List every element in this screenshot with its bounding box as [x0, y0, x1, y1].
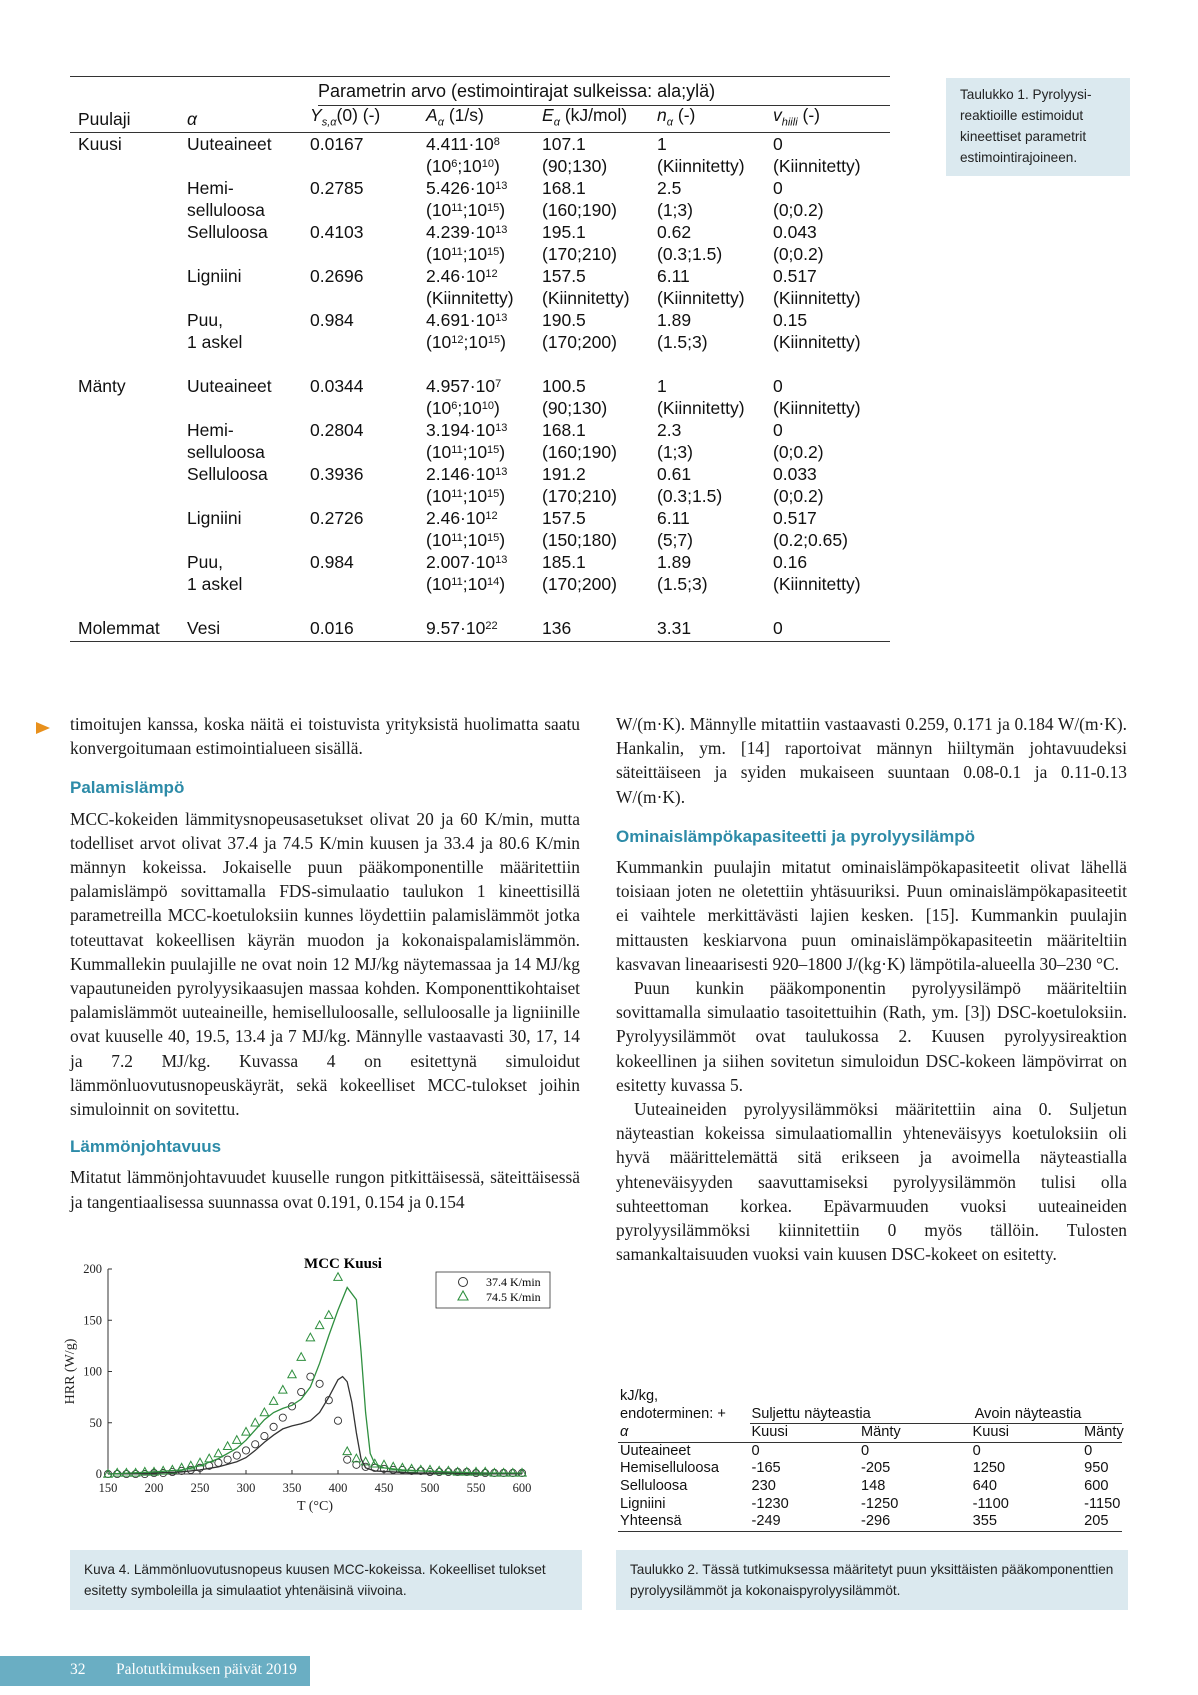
cell-a-bounds: $(10^{11};10^{15})$: [426, 530, 506, 550]
cell-v: 0.16: [773, 552, 808, 572]
cell-a: $4.691\cdot 10^{13}$: [426, 310, 508, 330]
cell-species: Kuusi: [78, 134, 122, 154]
cell-alpha-cont: selluloosa: [187, 200, 265, 220]
data-point-triangle: [352, 1454, 360, 1462]
cell-a: $2.46\cdot 10^{12}$: [426, 508, 498, 528]
cell-y: 0.2785: [310, 178, 364, 198]
y-tick-label: 100: [83, 1364, 102, 1379]
t2-kuusi-closed: Kuusi: [751, 1424, 788, 1441]
cell-v: 0: [773, 618, 783, 638]
cell-empty: [70, 397, 187, 419]
cell-a-bounds: $(10^{11};10^{15})$: [426, 442, 506, 462]
table-1-row-molemmat: [70, 617, 890, 639]
t2-cell: 205: [1084, 1513, 1109, 1530]
t2-cell: 1250: [972, 1460, 1006, 1477]
t2-cell: 230: [751, 1477, 776, 1494]
cell-y: 0.2804: [310, 420, 364, 440]
cell-a: $3.194\cdot 10^{13}$: [426, 420, 508, 440]
cell-n: 1.89: [657, 552, 692, 572]
intro-paragraph: timoitujen kanssa, koska näitä ei toistuvista yrityksistä huolimatta saatu konvergoitumaan estimointialueen sisällä.: [70, 714, 580, 759]
table-2-row: [618, 1478, 1122, 1496]
cell-n: 1: [657, 134, 667, 154]
data-point-triangle: [242, 1427, 250, 1435]
cell-alpha-cont: [187, 287, 310, 309]
cell-alpha: Puu,: [187, 310, 223, 330]
paragraph-heat-capacity: Kummankin puulajin mitatut ominaislämpökapasiteetit olivat lähellä toisiaan joten ne oletettiin yhtäsuuriksi. Puun ominaislämpökapasiteetit ei vaihtele merkittävästi lajien kesken. [15]. Kummankin puulajin mittausten keskiarvona puun ominaislämpökapasiteetin määriteltiin kasvavan lineaarisesti 920–1800 J/(kg·K) lämpötila-alueella 30–230 °C.: [616, 857, 1127, 974]
cell-v-bounds: (0;0.2): [773, 244, 824, 264]
t2-cell: Uuteaineet: [620, 1442, 691, 1459]
data-point-circle: [270, 1423, 277, 1430]
data-point-triangle: [315, 1321, 323, 1329]
header-species: Puulaji: [78, 109, 131, 129]
cell-n: 0.62: [657, 222, 692, 242]
table-2: [618, 1388, 1122, 1532]
table-1-row-bounds: [70, 397, 890, 419]
t2-cell: 0: [972, 1442, 981, 1459]
page-number: 32: [70, 1661, 86, 1678]
cell-e: 136: [542, 618, 572, 638]
header-a: $A_\alpha$ (1/s): [426, 105, 484, 129]
table-1-row: [70, 507, 890, 529]
x-tick-label: 500: [420, 1481, 440, 1495]
cell-alpha: Uuteaineet: [187, 376, 272, 396]
cell-n: 6.11: [657, 266, 690, 286]
left-column: [70, 712, 580, 1214]
cell-species: [70, 265, 187, 287]
cell-n: 3.31: [657, 618, 692, 638]
cell-alpha-cont: 1 askel: [187, 574, 243, 594]
data-point-triangle: [223, 1442, 231, 1450]
cell-alpha: Hemi-: [187, 178, 234, 198]
cell-e: 157.5: [542, 266, 586, 286]
cell-v-bounds: (Kiinnitetty): [773, 288, 861, 308]
cell-empty: [70, 485, 187, 507]
cell-a: $9.57\cdot 10^{22}$: [426, 618, 498, 638]
cell-v: 0: [773, 134, 783, 154]
cell-a: $2.46\cdot 10^{12}$: [426, 266, 498, 286]
cell-v-bounds: (0;0.2): [773, 442, 824, 462]
table-1-row-bounds: [70, 441, 890, 463]
simulation-line-2: [108, 1377, 522, 1474]
data-point-triangle: [260, 1408, 268, 1416]
cell-y-bounds: [310, 155, 426, 177]
t2-cell: -296: [861, 1513, 891, 1530]
cell-y-bounds: [310, 331, 426, 353]
t2-cell: -1230: [751, 1495, 789, 1512]
cell-v: 0: [773, 376, 783, 396]
paragraph-pyrolysis-heat: Puun kunkin pääkomponentin pyrolyysilämpö määriteltiin sovittamalla simulaatio tasoitettuihin (Rath, ym. [3]) DSC-koetuloksiin. Pyrolyysilämmöt ovat taulukossa 2. Kuusen pyrolyysireaktion kokeellinen ja siihen sovitetun simuloidun DSC-kokeen lämpövirrat on esitetty kuvassa 5.: [616, 978, 1127, 1095]
table-1-row: [70, 177, 890, 199]
cell-n-bounds: (Kiinnitetty): [657, 398, 745, 418]
x-tick-label: 350: [282, 1481, 302, 1495]
page-footer: [0, 1656, 310, 1686]
cell-a-bounds: (Kiinnitetty): [426, 288, 514, 308]
figure-4-chart: [60, 1248, 590, 1538]
x-tick-label: 150: [98, 1481, 118, 1495]
paragraph-lammonjohtavuus: Mitatut lämmönjohtavuudet kuuselle rungon pitkittäisessä, säteittäisessä ja tangentiaalisessa suunnassa ovat 0.191, 0.154 ja 0.154: [70, 1167, 580, 1212]
t2-cell: -205: [861, 1460, 891, 1477]
cell-empty: [70, 243, 187, 265]
data-point-triangle: [233, 1436, 241, 1444]
cell-y: 0.0344: [310, 376, 364, 396]
t2-unit-label: kJ/kg,: [620, 1388, 659, 1404]
cell-empty: [70, 573, 187, 595]
cell-alpha-cont: [187, 397, 310, 419]
table-1-row: [70, 463, 890, 485]
t2-cell: -249: [751, 1513, 781, 1530]
cell-e-bounds: (90;130): [542, 398, 608, 418]
cell-species: [70, 419, 187, 441]
paragraph-extractives: Uuteaineiden pyrolyysilämmöksi määritettiin aina 0. Suljetun näyteastian kokeissa simulaatiomallin yhteneväisyys koetuloksiin oli hyvä määrittelemättä sitä erikseen ja avoimella näyteastialla yhteneväisyyden saavuttamiseksi pyrolyysilämmön tulisi olla suhteettoman korkea. Epävarmuuden vuoksi uuteaineiden pyrolyysilämmöksi kiinnitettiin 0 myös tällöin. Tulosten samankaltaisuuden vuoksi vain kuusen DSC-kokeet on esitetty.: [616, 1099, 1127, 1265]
table-1-group-manty: [70, 375, 890, 595]
cell-y-bounds: [310, 397, 426, 419]
table-2-header-1: [618, 1388, 1122, 1406]
table-1: [70, 76, 890, 642]
t2-cell: Hemiselluloosa: [620, 1460, 719, 1477]
table-1-row: [70, 133, 890, 155]
cell-e-bounds: (150;180): [542, 530, 617, 550]
cell-y: 0.2696: [310, 266, 364, 286]
simulation-line-3: [108, 1287, 522, 1474]
t2-cell: 0: [751, 1442, 760, 1459]
cell-e: 107.1: [542, 134, 586, 154]
x-tick-label: 600: [512, 1481, 532, 1495]
legend-label-2: 74.5 K/min: [486, 1290, 541, 1304]
t2-cell: 0: [861, 1442, 870, 1459]
cell-e: 190.5: [542, 310, 586, 330]
cell-e-bounds: (160;190): [542, 442, 617, 462]
cell-e-bounds: (170;200): [542, 332, 617, 352]
data-point-circle: [261, 1432, 268, 1439]
cell-empty: [70, 199, 187, 221]
cell-alpha: Selluloosa: [187, 222, 268, 242]
heading-palamislampo: Palamislämpö: [70, 778, 185, 798]
data-point-triangle: [214, 1449, 222, 1457]
y-tick-label: 200: [83, 1262, 102, 1276]
y-tick-label: 0: [95, 1467, 102, 1481]
data-point-triangle: [251, 1418, 259, 1426]
cell-alpha: Uuteaineet: [187, 134, 272, 154]
cell-e-bounds: (Kiinnitetty): [542, 288, 630, 308]
cell-v-bounds: (Kiinnitetty): [773, 398, 861, 418]
continuation-arrow-icon: [36, 722, 50, 734]
cell-n-bounds: (0.3;1.5): [657, 244, 723, 264]
cell-y: 0.016: [310, 618, 354, 638]
header-v: $v_{hiili}$ (-): [773, 105, 821, 129]
cell-y-bounds: [310, 573, 426, 595]
cell-species: [70, 177, 187, 199]
table-1-row: [70, 419, 890, 441]
x-tick-label: 250: [190, 1481, 210, 1495]
cell-n-bounds: (Kiinnitetty): [657, 156, 745, 176]
table-1-row-bounds: [70, 155, 890, 177]
cell-n: 2.5: [657, 178, 682, 198]
t2-endo-label: endoterminen: +: [620, 1405, 726, 1422]
cell-e: 168.1: [542, 178, 586, 198]
t2-manty-open: Mänty: [1084, 1424, 1124, 1441]
table-1-row: [70, 375, 890, 397]
cell-e-bounds: (170;210): [542, 486, 617, 506]
table-1-row-bounds: [70, 199, 890, 221]
right-column: [616, 712, 1127, 1266]
cell-a-bounds: $(10^{12};10^{15})$: [426, 332, 506, 352]
table-1-row-bounds: [70, 287, 890, 309]
x-tick-label: 450: [374, 1481, 394, 1495]
cell-empty: [70, 331, 187, 353]
cell-v: 0: [773, 178, 783, 198]
cell-n-bounds: (5;7): [657, 530, 693, 550]
cell-empty: [70, 155, 187, 177]
header-e: $E_\alpha$ (kJ/mol): [542, 105, 628, 129]
cell-v-bounds: (Kiinnitetty): [773, 332, 861, 352]
cell-alpha-cont: [187, 155, 310, 177]
data-point-triangle: [297, 1353, 305, 1361]
table-1-row: [70, 551, 890, 573]
cell-n: 6.11: [657, 508, 690, 528]
cell-n-bounds: (1.5;3): [657, 332, 708, 352]
cell-e: 100.5: [542, 376, 586, 396]
y-tick-label: 50: [89, 1415, 102, 1430]
cell-y: 0.984: [310, 310, 354, 330]
t2-cell: -165: [751, 1460, 781, 1477]
legend-label-1: 37.4 K/min: [486, 1275, 541, 1289]
t2-cell: 355: [972, 1513, 997, 1530]
table-2-body: [618, 1443, 1122, 1531]
cell-a-bounds: $(10^{11};10^{15})$: [426, 244, 506, 264]
cell-a-bounds: $(10^{11};10^{15})$: [426, 200, 506, 220]
data-point-triangle: [325, 1311, 333, 1319]
cell-e-bounds: (170;210): [542, 244, 617, 264]
cell-e-bounds: (170;200): [542, 574, 617, 594]
cell-species: [70, 463, 187, 485]
cell-alpha-cont: selluloosa: [187, 442, 265, 462]
x-tick-label: 200: [144, 1481, 164, 1495]
cell-a: $5.426\cdot 10^{13}$: [426, 178, 508, 198]
cell-n-bounds: (Kiinnitetty): [657, 288, 745, 308]
data-point-triangle: [269, 1397, 277, 1405]
cell-v: 0: [773, 420, 783, 440]
cell-n: 0.61: [657, 464, 692, 484]
cell-v: 0.033: [773, 464, 817, 484]
data-point-circle: [298, 1388, 305, 1395]
t2-cell: -1150: [1084, 1495, 1121, 1512]
t2-cell: -1100: [972, 1495, 1009, 1512]
cell-v: 0.043: [773, 222, 817, 242]
t2-cell: Yhteensä: [620, 1513, 682, 1530]
cell-y-bounds: [310, 485, 426, 507]
table-1-super-header: Parametrin arvo (estimointirajat sulkeissa: ala;ylä): [318, 81, 716, 101]
cell-species: [70, 309, 187, 331]
cell-n-bounds: (0.3;1.5): [657, 486, 723, 506]
cell-e: 185.1: [542, 552, 586, 572]
cell-n-bounds: (1;3): [657, 200, 693, 220]
table-1-row: [70, 265, 890, 287]
x-tick-label: 550: [466, 1481, 486, 1495]
cell-a: $4.411\cdot 10^8$: [426, 134, 500, 154]
cell-a-bounds: $(10^{11};10^{14})$: [426, 574, 506, 594]
cell-y: 0.3936: [310, 464, 364, 484]
data-point-circle: [233, 1452, 240, 1459]
cell-y-bounds: [310, 243, 426, 265]
cell-v: 0.15: [773, 310, 808, 330]
cell-alpha-cont: 1 askel: [187, 332, 243, 352]
cell-alpha: Vesi: [187, 618, 221, 638]
cell-species: [70, 551, 187, 573]
t2-closed-header: Suljettu näyteastia: [751, 1405, 871, 1422]
heading-lammonjohtavuus: Lämmönjohtavuus: [70, 1137, 222, 1157]
data-point-circle: [344, 1456, 351, 1463]
t2-cell: 640: [972, 1477, 997, 1494]
table-1-header-row: [70, 106, 890, 133]
header-n: $n_\alpha$ (-): [657, 105, 696, 129]
chart-title: MCC Kuusi: [304, 1256, 382, 1272]
paragraph-palamislampo: MCC-kokeiden lämmitysnopeusasetukset olivat 20 ja 60 K/min, mutta todelliset arvot olivat 37.4 ja 74.5 K/min kuusen ja 33.4 ja 80.6 K/min männyn kokeissa. Jokaiselle puun pääkomponentille määritettiin palamislämpö sovittamalla FDS-simulaatio taulukon 1 kineettisillä parametreilla MCC-koetuloksiin kunnes löydettiin palamislämmöt jotka toteuttavat kokeellisen käyrän muodon ja kokonaispalamislämmön. Kummallekin puulajille ne ovat noin 12 MJ/kg näytemassaa ja 14 MJ/kg vapautuneiden pyrolyysikaasujen massaa kohden. Komponenttikohtaiset palamislämmöt uuteaineille, hemiselluloosalle, selluloosalle ja ligniinille ovat kuuselle 40, 19.5, 13.4 ja 7 MJ/kg. Männylle vastaavasti 30, 17, 14 ja 7.2 MJ/kg. Kuvassa 4 on esitettynä simuloidut lämmönluovutusnopeuskäyrät, sekä kokeelliset MCC-tulokset joihin simuloinnit on sovitettu.: [70, 808, 580, 1120]
cell-alpha-cont: [187, 529, 310, 551]
cell-n: 2.3: [657, 420, 682, 440]
cell-n-bounds: (1;3): [657, 442, 693, 462]
cell-v-bounds: (0;0.2): [773, 486, 824, 506]
cell-alpha-cont: [187, 485, 310, 507]
table-2-row: [618, 1460, 1122, 1478]
table-2-header-3: [618, 1424, 1122, 1442]
cell-a: $4.239\cdot 10^{13}$: [426, 222, 508, 242]
t2-kuusi-open: Kuusi: [972, 1424, 1009, 1441]
table-1-row: [70, 309, 890, 331]
cell-y-bounds: [310, 287, 426, 309]
cell-a-bounds: $(10^6;10^{10})$: [426, 156, 500, 176]
cell-alpha: Puu,: [187, 552, 223, 572]
cell-y: 0.984: [310, 552, 354, 572]
table-1-row-bounds: [70, 573, 890, 595]
data-point-triangle: [288, 1370, 296, 1378]
x-tick-label: 400: [328, 1481, 348, 1495]
cell-alpha-cont: [187, 243, 310, 265]
cell-alpha: Ligniini: [187, 266, 242, 286]
table-2-row: [618, 1513, 1122, 1531]
table-1-row-bounds: [70, 331, 890, 353]
cell-a-bounds: $(10^6;10^{10})$: [426, 398, 500, 418]
cell-v-bounds: (Kiinnitetty): [773, 574, 861, 594]
t2-cell: 950: [1084, 1460, 1109, 1477]
paragraph-conductivity-cont: W/(m·K). Männylle mitattiin vastaavasti 0.259, 0.171 ja 0.184 W/(m·K). Hankalin, ym. [14] raportoivat männyn hiiltymän johtavuudeksi säteittäiseen ja syiden mukaiseen suuntaan 0.08-0.1 ja 0.11-0.13 W/(m·K).: [616, 714, 1127, 807]
t2-cell: 148: [861, 1477, 886, 1494]
cell-v: 0.517: [773, 508, 817, 528]
cell-species: [70, 221, 187, 243]
data-point-triangle: [306, 1333, 314, 1341]
table-1-row: [70, 221, 890, 243]
table-2-row: [618, 1443, 1122, 1461]
cell-a: $4.957\cdot 10^7$: [426, 376, 502, 396]
cell-y: 0.2726: [310, 508, 364, 528]
table-1-row-bounds: [70, 485, 890, 507]
cell-n: 1.89: [657, 310, 692, 330]
header-alpha: α: [187, 109, 197, 129]
data-point-circle: [224, 1456, 231, 1463]
cell-alpha: Ligniini: [187, 508, 242, 528]
cell-species: Molemmat: [78, 618, 160, 638]
cell-v: 0.517: [773, 266, 817, 286]
table-2-row: [618, 1496, 1122, 1514]
data-point-circle: [279, 1414, 286, 1421]
data-point-circle: [252, 1441, 259, 1448]
cell-empty: [70, 441, 187, 463]
table-1-row-bounds: [70, 243, 890, 265]
cell-a: $2.146\cdot 10^{13}$: [426, 464, 508, 484]
data-point-triangle: [279, 1385, 287, 1393]
cell-y-bounds: [310, 529, 426, 551]
header-y: $Y_{s,\alpha}(0)$ (-): [310, 105, 381, 129]
cell-v-bounds: (0;0.2): [773, 200, 824, 220]
cell-y-bounds: [310, 441, 426, 463]
table-1-caption: Taulukko 1. Pyrolyysireaktioille estimoidut kineettiset parametrit estimointirajoineen.: [946, 78, 1130, 176]
cell-alpha: Selluloosa: [187, 464, 268, 484]
cell-empty: [70, 529, 187, 551]
table-2-header-2: [618, 1406, 1122, 1424]
data-point-circle: [242, 1447, 249, 1454]
footer-title: Palotutkimuksen päivät 2019: [116, 1661, 297, 1678]
t2-cell: 0: [1084, 1442, 1093, 1459]
cell-a-bounds: $(10^{11};10^{15})$: [426, 486, 506, 506]
cell-alpha: Hemi-: [187, 420, 234, 440]
cell-e: 191.2: [542, 464, 586, 484]
figure-4-caption: Kuva 4. Lämmönluovutusnopeus kuusen MCC-kokeissa. Kokeelliset tulokset esitetty symboleilla ja simulaatiot yhtenäisinä viivoina.: [70, 1550, 582, 1610]
cell-y-bounds: [310, 199, 426, 221]
cell-empty: [70, 287, 187, 309]
x-tick-label: 300: [236, 1481, 256, 1495]
t2-open-header: Avoin näyteastia: [974, 1405, 1082, 1422]
y-tick-label: 150: [83, 1313, 102, 1328]
cell-e-bounds: (160;190): [542, 200, 617, 220]
heading-ominaislampokapasiteetti: Ominaislämpökapasiteetti ja pyrolyysilämpö: [616, 826, 976, 846]
cell-v-bounds: (Kiinnitetty): [773, 156, 861, 176]
table-1-group-kuusi: [70, 133, 890, 353]
cell-v-bounds: (0.2;0.65): [773, 530, 848, 550]
t2-cell: 600: [1084, 1477, 1109, 1494]
cell-y: 0.4103: [310, 222, 364, 242]
data-point-circle: [316, 1380, 323, 1387]
table-1-row-bounds: [70, 529, 890, 551]
cell-e: 157.5: [542, 508, 586, 528]
table-2-caption: Taulukko 2. Tässä tutkimuksessa määritetyt puun yksittäisten pääkomponenttien pyrolyysilämmöt ja kokonaispyrolyysilämmöt.: [616, 1550, 1128, 1610]
cell-species: Mänty: [78, 376, 126, 396]
cell-n-bounds: (1.5;3): [657, 574, 708, 594]
t2-alpha: α: [620, 1424, 629, 1441]
cell-e-bounds: (90;130): [542, 156, 608, 176]
x-axis-label: T (°C): [296, 1499, 334, 1514]
t2-cell: Selluloosa: [620, 1477, 688, 1494]
cell-a: $2.007\cdot 10^{13}$: [426, 552, 508, 572]
cell-e: 195.1: [542, 222, 586, 242]
t2-cell: Ligniini: [620, 1495, 666, 1512]
cell-e: 168.1: [542, 420, 586, 440]
cell-y: 0.0167: [310, 134, 364, 154]
y-axis-label: HRR (W/g): [63, 1338, 78, 1405]
data-point-triangle: [343, 1447, 351, 1455]
cell-species: [70, 507, 187, 529]
t2-cell: -1250: [861, 1495, 899, 1512]
cell-n: 1: [657, 376, 667, 396]
data-point-triangle: [334, 1273, 342, 1281]
t2-manty-closed: Mänty: [860, 1424, 901, 1441]
chart-legend: [436, 1272, 550, 1308]
data-point-circle: [334, 1417, 341, 1424]
